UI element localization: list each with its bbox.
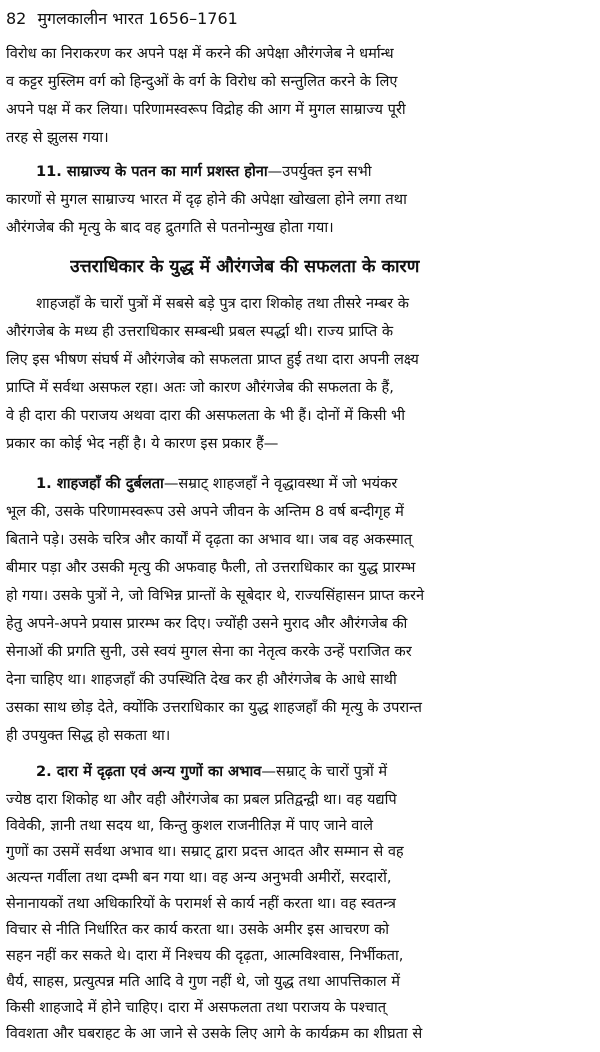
paragraph-line: किसी शाहजादे में होने चाहिए। दारा में असफलता तथा पराजय के पश्चात् <box>6 999 387 1016</box>
paragraph-line: धैर्य, साहस, प्रत्युत्पन्न मति आदि वे गुण नहीं थे, जो युद्ध तथा आपत्तिकाल में <box>6 973 400 990</box>
point-11-heading: 11. साम्राज्य के पतन का मार्ग प्रशस्त होना <box>36 163 268 180</box>
paragraph-line: ही उपयुक्त सिद्ध हो सकता था। <box>6 727 171 744</box>
paragraph-line: गुणों का उसमें सर्वथा अभाव था। सम्राट् द्वारा प्रदत्त आदत और सम्मान से वह <box>6 843 404 860</box>
paragraph-line: वे ही दारा की पराजय अथवा दारा की असफलता के भी हैं। दोनों में किसी भी <box>6 407 406 424</box>
point-1-heading: 1. शाहजहाँ की दुर्बलता <box>36 475 164 492</box>
paragraph-line: हो गया। उसके पुत्रों ने, जो विभिन्न प्रान्तों के सूबेदार थे, राज्यसिंहासन प्राप्त करने <box>6 587 425 604</box>
paragraph-line: व कट्टर मुस्लिम वर्ग को हिन्दुओं के वर्ग के विरोध को सन्तुलित करने के लिए <box>6 73 398 90</box>
paragraph-line: विवेकी, ज्ञानी तथा सदय था, किन्तु कुशल राजनीतिज्ञ में पाए जाने वाले <box>6 817 374 834</box>
running-title: मुगलकालीन भारत 1656–1761 <box>37 9 238 28</box>
point-2-first-line <box>36 758 594 786</box>
paragraph-line: देना चाहिए था। शाहजहाँ की उपस्थिति देख कर ही औरंगजेब के आधे साथी <box>6 671 397 688</box>
point-1-first-line <box>36 470 594 498</box>
paragraph-line: सहन नहीं कर सकते थे। दारा में निश्चय की दृढ़ता, आत्मविश्वास, निर्भीकता, <box>6 947 404 964</box>
paragraph-line: विचार से नीति निर्धारित कर कार्य करता था। उसके अमीर इस आचरण को <box>6 921 390 938</box>
paragraph-line: विवशता और घबराहट के आ जाने से उसके लिए आगे के कार्यक्रम का शीघ्रता से <box>6 1025 423 1042</box>
paragraph-line: अत्यन्त गर्वीला तथा दम्भी बन गया था। वह अन्य अनुभवी अमीरों, सरदारों, <box>6 869 392 886</box>
paragraph-line: कारणों से मुगल साम्राज्य भारत में दृढ़ होने की अपेक्षा खोखला होने लगा तथा <box>6 191 407 208</box>
page-header <box>6 6 594 32</box>
point-2-heading: 2. दारा में दृढ़ता एवं अन्य गुणों का अभाव <box>36 763 262 780</box>
paragraph-line: बिताने पड़े। उसके चरित्र और कार्यों में दृढ़ता का अभाव था। जब वह अकस्मात् <box>6 531 413 548</box>
paragraph-line: हेतु अपने-अपने प्रयास प्रारम्भ कर दिए। ज्योंही उसने मुराद और औरंगजेब की <box>6 615 408 632</box>
paragraph-line: औरंगजेब की मृत्यु के बाद वह द्रुतगति से पतनोन्मुख होता गया। <box>6 219 334 236</box>
point-11-first-text: —उपर्युक्त इन सभी <box>267 163 372 180</box>
paragraph-line: लिए इस भीषण संघर्ष में औरंगजेब को सफलता प्राप्त हुई तथा दारा अपनी लक्ष्य <box>6 351 419 368</box>
paragraph-line: उसका साथ छोड़ देते, क्योंकि उत्तराधिकार का युद्ध शाहजहाँ की मृत्यु के उपरान्त <box>6 699 422 716</box>
paragraph-line: तरह से झुलस गया। <box>6 129 109 146</box>
paragraph-line: प्राप्ति में सर्वथा असफल रहा। अतः जो कारण औरंगजेब की सफलता के हैं, <box>6 379 394 396</box>
point-1-first-text: —सम्राट् शाहजहाँ ने वृद्धावस्था में जो भयंकर <box>163 475 398 492</box>
point-2-first-text: —सम्राट् के चारों पुत्रों में <box>261 763 388 780</box>
paragraph-line: सेनाओं की प्रगति सुनी, उसे स्वयं मुगल सेना का नेतृत्व करके उन्हें पराजित कर <box>6 643 412 660</box>
paragraph-line: सेनानायकों तथा अधिकारियों के परामर्श से कार्य नहीं करता था। वह स्वतन्त्र <box>6 895 396 912</box>
paragraph-line: प्रकार का कोई भेद नहीं है। ये कारण इस प्रकार हैं— <box>6 435 279 452</box>
paragraph-line: ज्येष्ठ दारा शिकोह था और वही औरंगजेब का प्रबल प्रतिद्वन्द्वी था। वह यद्यपि <box>6 791 397 808</box>
paragraph-line: बीमार पड़ा और उसकी मृत्यु की अफवाह फैली, तो उत्तराधिकार का युद्ध प्रारम्भ <box>6 559 416 576</box>
paragraph-line: विरोध का निराकरण कर अपने पक्ष में करने की अपेक्षा औरंगजेब ने धर्मान्ध <box>6 45 394 62</box>
paragraph-line: अपने पक्ष में कर लिया। परिणामस्वरूप विद्रोह की आग में मुगल साम्राज्य पूरी <box>6 101 406 118</box>
point-11-first-line <box>36 158 594 186</box>
paragraph-line: औरंगजेब के मध्य ही उत्तराधिकार सम्बन्धी प्रबल स्पर्द्धा थी। राज्य प्राप्ति के <box>6 323 394 340</box>
paragraph-line: शाहजहाँ के चारों पुत्रों में सबसे बड़े पुत्र दारा शिकोह तथा तीसरे नम्बर के <box>36 295 409 312</box>
section-heading: उत्तराधिकार के युद्ध में औरंगजेब की सफलता के कारण <box>70 257 420 277</box>
paragraph-line: भूल की, उसके परिणामस्वरूप उसे अपने जीवन के अन्तिम 8 वर्ष बन्दीगृह में <box>6 503 404 520</box>
page-number: 82 <box>6 9 27 28</box>
